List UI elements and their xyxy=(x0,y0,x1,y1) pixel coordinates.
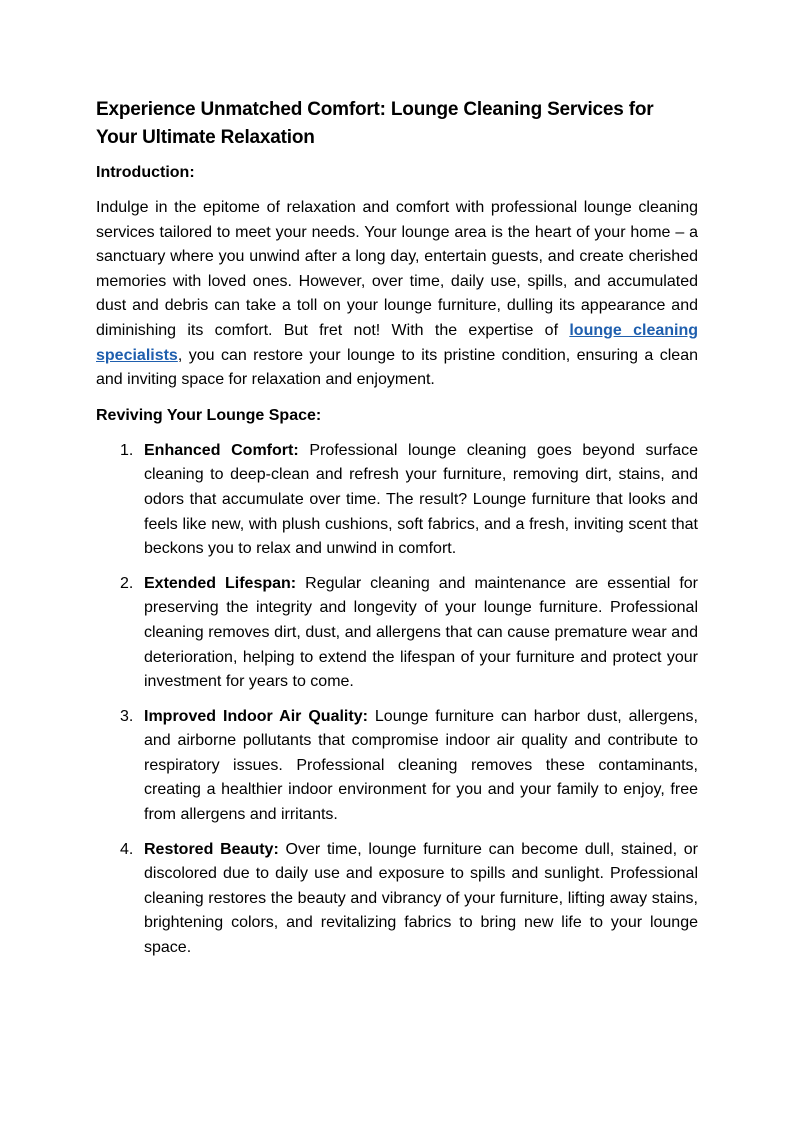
document-title: Experience Unmatched Comfort: Lounge Cleaning Services for Your Ultimate Relaxation xyxy=(96,99,654,148)
document-page xyxy=(96,96,698,971)
list-item-term: Improved Indoor Air Quality: xyxy=(144,707,368,725)
intro-text-after-link: , you can restore your lounge to its pristine condition, ensuring a clean and inviting space for relaxation and enjoyment. xyxy=(96,346,698,389)
list-item-text: Regular cleaning and maintenance are essential for preserving the integrity and longevity of your lounge furniture. Professional cleaning removes dirt, dust, and allergens that can cause premature wear and deterioration, helping to extend the lifespan of your furniture and protect your investment for years to come. xyxy=(144,574,699,691)
benefits-list xyxy=(96,439,698,961)
list-item-text: Professional lounge cleaning goes beyond surface cleaning to deep-clean and refresh your furniture, removing dirt, stains, and odors that accumulate over time. The result? Lounge furniture that looks and feels like new, with plush cushions, soft fabrics, and a fresh, inviting scent that beckons you to relax and unwind in comfort. xyxy=(144,441,698,558)
list-item-text: Over time, lounge furniture can become dull, stained, or discolored due to daily use and exposure to spills and sunlight. Professional cleaning restores the beauty and vibrancy of your furniture, lifting away stains, brightening colors, and revitalizing fabrics to bring new life to your lounge space. xyxy=(144,840,698,957)
list-item-term: Enhanced Comfort: xyxy=(144,441,299,459)
list-item xyxy=(96,572,698,695)
section-heading: Reviving Your Lounge Space: xyxy=(96,406,322,424)
intro-paragraph xyxy=(96,196,698,393)
list-item-number: 1. xyxy=(120,441,134,459)
lounge-cleaning-specialists-link[interactable]: lounge cleaning specialists xyxy=(96,321,699,364)
list-item xyxy=(96,705,698,828)
intro-text-before-link: Indulge in the epitome of relaxation and comfort with professional lounge cleaning services tailored to meet your needs. Your lounge area is the heart of your home – a sanctuary where you unwind after a long day, entertain guests, and create cherished memories with loved ones. However, over time, daily use, spills, and accumulated dust and debris can take a toll on your lounge furniture, dulling its appearance and diminishing its comfort. But fret not! With the expertise of xyxy=(96,199,698,339)
list-item-term: Extended Lifespan: xyxy=(144,574,297,592)
intro-heading: Introduction: xyxy=(96,164,195,181)
list-item-term: Restored Beauty: xyxy=(144,840,279,858)
list-item xyxy=(96,439,698,562)
list-item-text: Lounge furniture can harbor dust, allergens, and airborne pollutants that compromise indoor air quality and contribute to respiratory issues. Professional cleaning removes these contaminants, creating a healthier indoor environment for you and your family to enjoy, free from allergens and irritants. xyxy=(144,707,698,824)
list-item xyxy=(96,838,698,961)
list-item-number: 4. xyxy=(120,840,134,858)
list-item-number: 2. xyxy=(120,574,134,592)
list-item-number: 3. xyxy=(120,707,134,725)
